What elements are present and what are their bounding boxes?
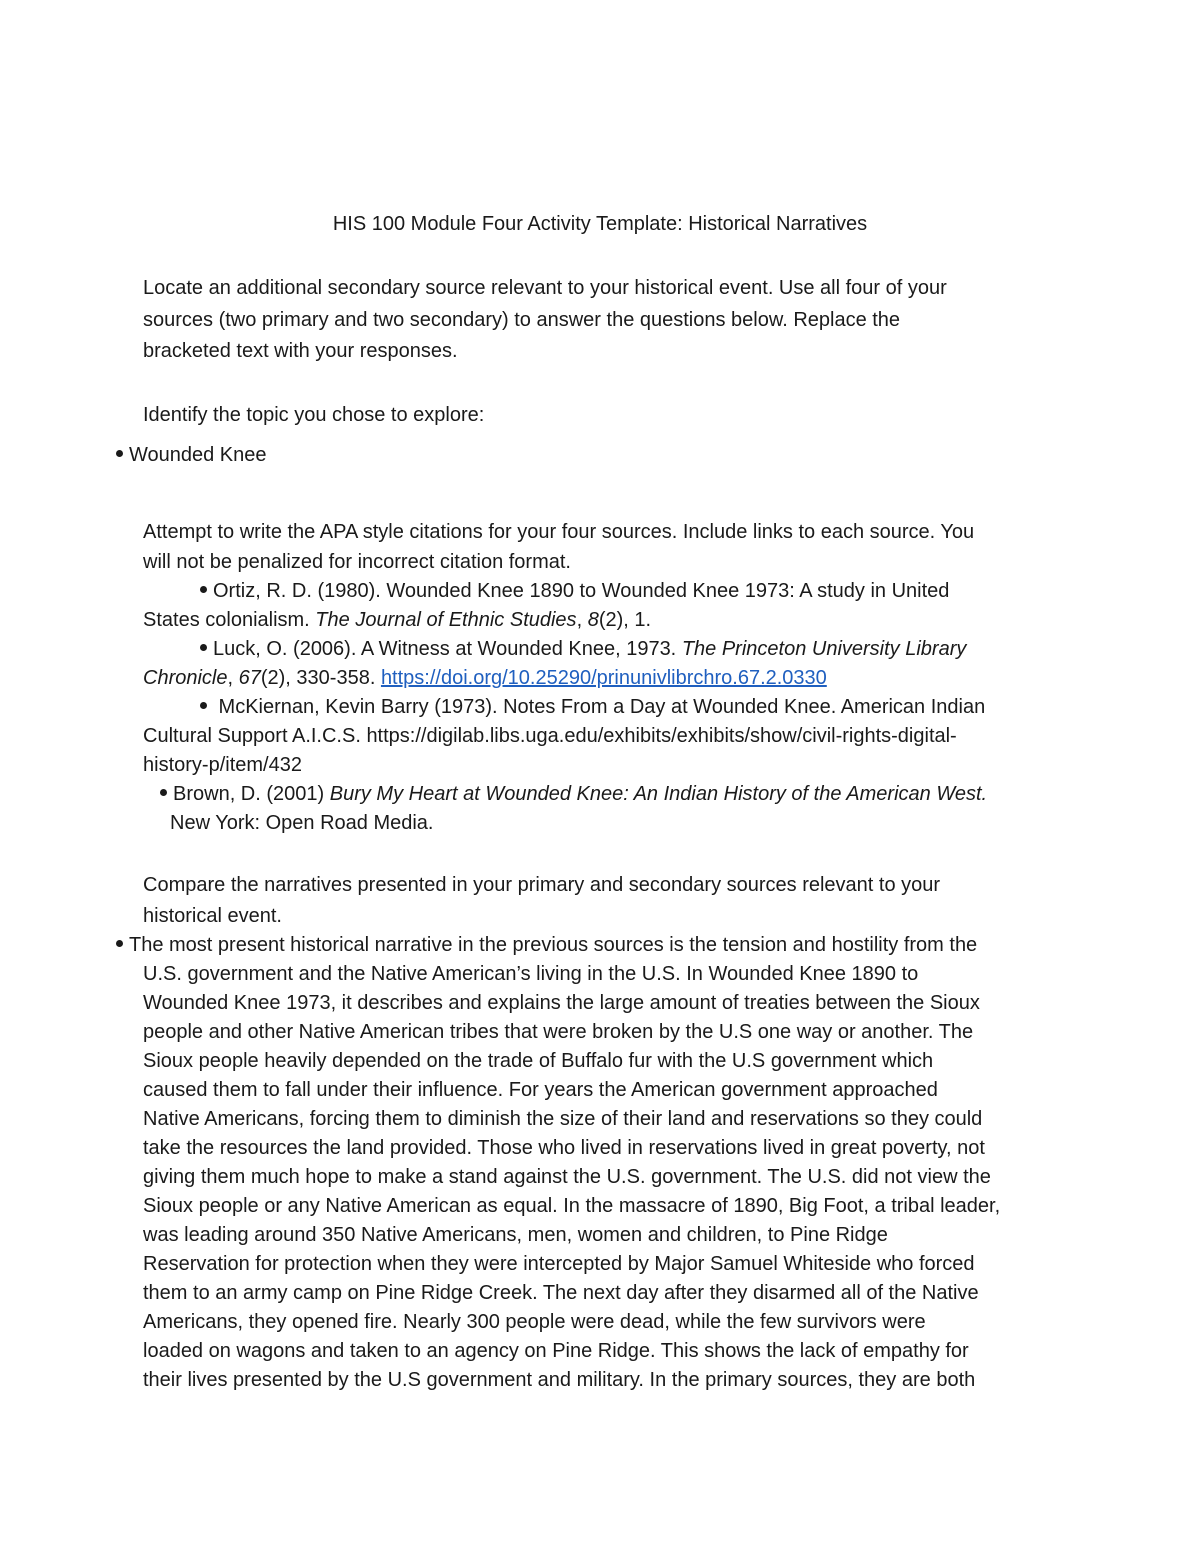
bullet-icon	[200, 644, 207, 651]
answer-line: Americans, they opened fire. Nearly 300 people were dead, while the few survivors were	[143, 1311, 926, 1333]
answer-line: Sioux people or any Native American as equal. In the massacre of 1890, Big Foot, a tribal leader,	[143, 1195, 1001, 1217]
answer-line: loaded on wagons and taken to an agency on Pine Ridge. This shows the lack of empathy for	[143, 1340, 969, 1362]
book-title: Bury My Heart at Wounded Knee: An Indian History of the American West.	[329, 783, 988, 805]
intro-line-2: sources (two primary and two secondary) to answer the questions below. Replace the	[143, 309, 901, 331]
answer-line: Native Americans, forcing them to diminish the size of their land and reservations so they could	[143, 1108, 983, 1130]
answer-line: was leading around 350 Native Americans, men, women and children, to Pine Ridge	[143, 1224, 888, 1246]
journal-title: The Princeton University Library	[681, 638, 967, 660]
doi-link[interactable]: https://doi.org/10.25290/prinunivlibrchro.67.2.0330	[380, 667, 827, 689]
answer-line: Sioux people heavily depended on the trade of Buffalo fur with the U.S government which	[143, 1050, 934, 1072]
citation-2-line-2: Chronicle, 67(2), 330-358. https://doi.org/10.25290/prinunivlibrchro.67.2.0330	[143, 667, 827, 689]
bullet-icon	[116, 450, 123, 457]
bullet-icon	[160, 789, 167, 796]
citation-prompt-line-1: Attempt to write the APA style citations for your four sources. Include links to each source. You	[143, 521, 975, 543]
topic-prompt: Identify the topic you chose to explore:	[143, 404, 485, 426]
topic-answer-item	[116, 441, 267, 470]
compare-prompt-line-2: historical event.	[143, 905, 282, 927]
answer-line: giving them much hope to make a stand against the U.S. government. The U.S. did not view the	[143, 1166, 991, 1188]
compare-prompt-line-1: Compare the narratives presented in your primary and secondary sources relevant to your	[143, 874, 941, 896]
answer-line: Wounded Knee 1973, it describes and explains the large amount of treaties between the Sioux	[143, 992, 980, 1014]
answer-line-1: The most present historical narrative in the previous sources is the tension and hostility from the	[116, 931, 977, 960]
citation-4-line-1: Brown, D. (2001) Bury My Heart at Wounded Knee: An Indian History of the American West.	[160, 780, 987, 809]
answer-line: caused them to fall under their influence. For years the American government approached	[143, 1079, 938, 1101]
intro-line-1: Locate an additional secondary source relevant to your historical event. Use all four of your	[143, 277, 947, 299]
intro-line-3: bracketed text with your responses.	[143, 340, 458, 362]
citation-3-line-2: Cultural Support A.I.C.S. https://digilab.libs.uga.edu/exhibits/exhibits/show/civil-rights-digital-	[143, 725, 957, 747]
answer-line: people and other Native American tribes that were broken by the U.S one way or another. The	[143, 1021, 974, 1043]
answer-line: take the resources the land provided. Those who lived in reservations lived in great poverty, not	[143, 1137, 985, 1159]
citation-3-line-3: history-p/item/432	[143, 754, 302, 776]
citation-1-line-1: Ortiz, R. D. (1980). Wounded Knee 1890 to Wounded Knee 1973: A study in United	[200, 577, 949, 606]
bullet-icon	[116, 940, 123, 947]
citation-4-line-2: New York: Open Road Media.	[170, 812, 434, 834]
citation-3-line-1: McKiernan, Kevin Barry (1973). Notes From a Day at Wounded Knee. American Indian	[200, 693, 985, 722]
journal-title: The Journal of Ethnic Studies	[315, 609, 577, 631]
bullet-icon	[200, 586, 207, 593]
citation-prompt-line-2: will not be penalized for incorrect citation format.	[143, 551, 571, 573]
answer-line: Reservation for protection when they were intercepted by Major Samuel Whiteside who forced	[143, 1253, 975, 1275]
document-title: HIS 100 Module Four Activity Template: Historical Narratives	[332, 213, 868, 235]
citation-1-line-2: States colonialism. The Journal of Ethnic Studies, 8(2), 1.	[143, 609, 652, 631]
bullet-icon	[200, 702, 207, 709]
answer-line: them to an army camp on Pine Ridge Creek. The next day after they disarmed all of the Native	[143, 1282, 979, 1304]
answer-line: their lives presented by the U.S government and military. In the primary sources, they are both	[143, 1369, 976, 1391]
topic-answer: Wounded Knee	[129, 444, 267, 466]
answer-line: U.S. government and the Native American’s living in the U.S. In Wounded Knee 1890 to	[143, 963, 919, 985]
citation-2-line-1: Luck, O. (2006). A Witness at Wounded Knee, 1973. The Princeton University Library	[200, 635, 966, 664]
